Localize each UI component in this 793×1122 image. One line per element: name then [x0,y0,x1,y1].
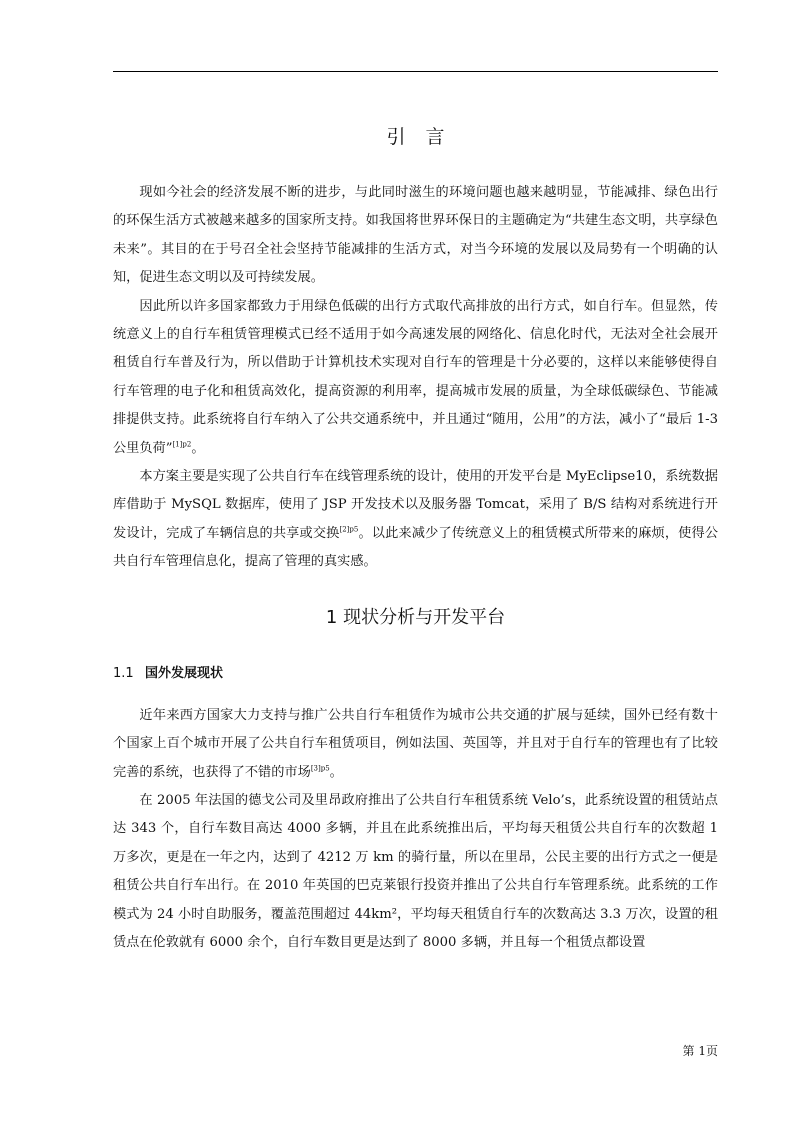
text-segment: 。 [329,764,343,780]
body-paragraph [113,787,718,957]
subsection-number: 1.1 [113,665,134,681]
text-segment: 现如今社会的经济发展不断的进步，与此同时滋生的环境问题也越来越明显，节能减排、绿色出行的环保生活方式被越来越多的国家所支持。如我国将世界环保日的主题确定为“共建生态文明，共享绿色未来”。其目的在于号召全社会坚持节能减排的生活方式，对当今环境的发展以及局势有一个明确的认知，促进生态文明以及可持续发展。 [113,185,718,286]
subsection-title: 国外发展现状 [145,665,224,681]
text-segment: 。以此来减少了传统意义上的租赁模式所带来的麻烦，使得公共自行车管理信息化，提高了管理的真实感。 [113,525,719,570]
header-rule [113,71,718,72]
text-segment: 。 [191,440,205,456]
citation-marker: [3]p5 [310,764,330,773]
section-body [113,702,718,958]
text-segment: 本方案主要是实现了公共自行车在线管理系统的设计，使用的开发平台是 MyEclipse10，系统数据库借助于 MySQL 数据库，使用了 JSP 开发技术以及服务器 Tomcat，采用了 B/S 结构对系统进行开发设计，完成了车辆信息的共享或交换 [113,469,718,541]
intro-body [113,179,718,577]
subsection-heading [113,658,718,690]
text-segment: 因此所以许多国家都致力于用绿色低碳的出行方式取代高排放的出行方式，如自行车。但显然，传统意义上的自行车租赁管理模式已经不适用于如今高速发展的网络化、信息化时代，无法对全社会展开租赁自行车普及行为，所以借助于计算机技术实现对自行车的管理是十分必要的，这样以来能够使得自行车管理的电子化和租赁高效化，提高资源的利用率，提高城市发展的质量，为全球低碳绿色、节能减排提供支持。此系统将自行车纳入了公共交通系统中，并且通过“随用，公用”的方法，减小了“最后 1-3 公里负荷” [113,298,718,456]
intro-paragraph [113,179,718,293]
citation-marker: [1]p2 [172,440,192,449]
section-title: 1 现状分析与开发平台 [325,606,506,628]
intro-paragraph [113,463,718,577]
chapter-title: 引言 [386,126,465,148]
intro-paragraph [113,293,718,463]
text-segment: 在 2005 年法国的德戈公司及里昂政府推出了公共自行车租赁系统 Velo’s，此系统设置的租赁站点达 343 个，自行车数目高达 4000 多辆，并且在此系统推出后，平均每天租赁公共自行车的次数超 1 万多次，更是在一年之内，达到了 4212 万 km 的骑行量，所以在里昂，公民主要的出行方式之一便是租赁公共自行车出行。在 2010 年英国的巴克莱银行投资并推出了公共自行车管理系统。此系统的工作模式为 24 小时自助服务，覆盖范围超过 44km²，平均每天租赁自行车的次数高达 3.3 万次，设置的租赁点在伦敦就有 6000 余个，自行车数目更是达到了 8000 多辆，并且每一个租赁点都设置 [113,792,718,950]
text-segment: 近年来西方国家大力支持与推广公共自行车租赁作为城市公共交通的扩展与延续，国外已经有数十个国家上百个城市开展了公共自行车租赁项目，例如法国、英国等，并且对于自行车的管理也有了比较完善的系统，也获得了不错的市场 [113,707,718,780]
citation-marker: [2]p5 [339,525,359,534]
page-number: 第 1页 [682,1044,718,1058]
page-body [113,118,718,957]
body-paragraph [113,702,718,787]
